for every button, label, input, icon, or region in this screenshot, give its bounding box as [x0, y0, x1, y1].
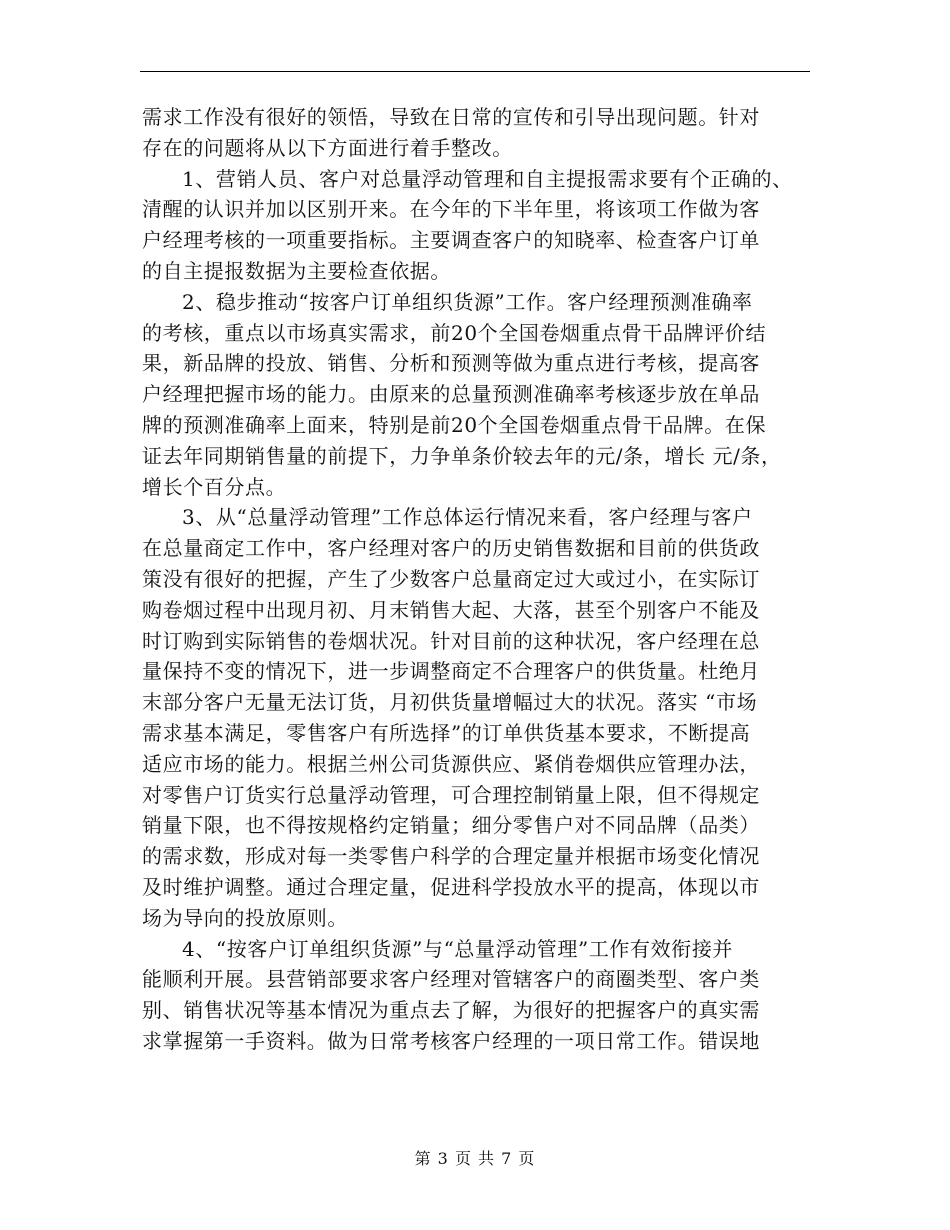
text-line-27: 场为导向的投放原则。: [142, 905, 348, 930]
text-line-9: 果，新品牌的投放、销售、分析和预测等做为重点进行考核，提高客: [142, 351, 760, 376]
text-line-26: 及时维护调整。通过合理定量，促进科学投放水平的提高，体现以市: [142, 874, 760, 899]
text-line-1: 需求工作没有很好的领悟，导致在日常的宣传和引导出现问题。针对: [142, 105, 760, 129]
text-line-4: 清醒的认识并加以区别开来。在今年的下半年里，将该项工作做为客: [142, 197, 760, 222]
text-line-31: 求掌握第一手资料。做为日常考核客户经理的一项日常工作。错误地: [142, 1028, 760, 1053]
text-line-17: 购卷烟过程中出现月初、月末销售大起、大落，甚至个别客户不能及: [142, 597, 760, 622]
text-line-30: 别、销售状况等基本情况为重点去了解，为很好的把握客户的真实需: [142, 998, 760, 1023]
text-line-23: 对零售户订货实行总量浮动管理，可合理控制销量上限，但不得规定: [142, 782, 760, 807]
text-line-3: 1、营销人员、客户对总量浮动管理和自主提报需求要有个正确的、: [182, 166, 793, 191]
body-text: [142, 102, 822, 1057]
text-line-16: 策没有很好的把握，产生了少数客户总量商定过大或过小，在实际订: [142, 566, 760, 591]
text-line-13: 增长个百分点。: [142, 474, 287, 499]
text-line-21: 需求基本满足，零售客户有所选择”的订单供货基本要求，不断提高: [142, 720, 751, 745]
text-line-14: 3、从“总量浮动管理”工作总体运行情况来看，客户经理与客户: [182, 505, 753, 530]
text-line-22: 适应市场的能力。根据兰州公司货源供应、紧俏卷烟供应管理办法，: [142, 751, 760, 776]
text-line-25: 的需求数，形成对每一类零售户科学的合理定量并根据市场变化情况: [142, 844, 760, 869]
text-line-2: 存在的问题将从以下方面进行着手整改。: [142, 135, 513, 160]
text-line-18: 时订购到实际销售的卷烟状况。针对目前的这种状况，客户经理在总: [142, 628, 760, 653]
text-line-19: 量保持不变的情况下，进一步调整商定不合理客户的供货量。杜绝月: [142, 659, 760, 684]
text-line-5: 户经理考核的一项重要指标。主要调查客户的知晓率、检查客户订单: [142, 228, 760, 253]
text-line-7: 2、稳步推动“按客户订单组织货源”工作。客户经理预测准确率: [182, 289, 753, 314]
header-rule: [140, 71, 810, 72]
text-line-8: 的考核，重点以市场真实需求，前20个全国卷烟重点骨干品牌评价结: [142, 320, 767, 345]
text-line-6: 的自主提报数据为主要检查依据。: [142, 258, 451, 283]
text-line-29: 能顺利开展。县营销部要求客户经理对管辖客户的商圈类型、客户类: [142, 967, 760, 992]
text-line-28: 4、“按客户订单组织货源”与“总量浮动管理”工作有效衔接并: [182, 936, 734, 961]
text-line-24: 销量下限，也不得按规格约定销量；细分零售户对不同品牌（品类）: [142, 813, 760, 838]
text-line-11: 牌的预测准确率上面来，特别是前20个全国卷烟重点骨干品牌。在保: [142, 412, 767, 437]
text-line-15: 在总量商定工作中，客户经理对客户的历史销售数据和目前的供货政: [142, 536, 760, 561]
text-line-10: 户经理把握市场的能力。由原来的总量预测准确率考核逐步放在单品: [142, 382, 760, 407]
page-number-footer: 第 3 页 共 7 页: [414, 1149, 536, 1168]
text-line-20: 末部分客户无量无法订货，月初供货量增幅过大的状况。落实 “市场: [142, 690, 758, 715]
text-line-12: 证去年同期销售量的前提下，力争单条价较去年的元/条，增长 元/条，: [142, 443, 782, 468]
